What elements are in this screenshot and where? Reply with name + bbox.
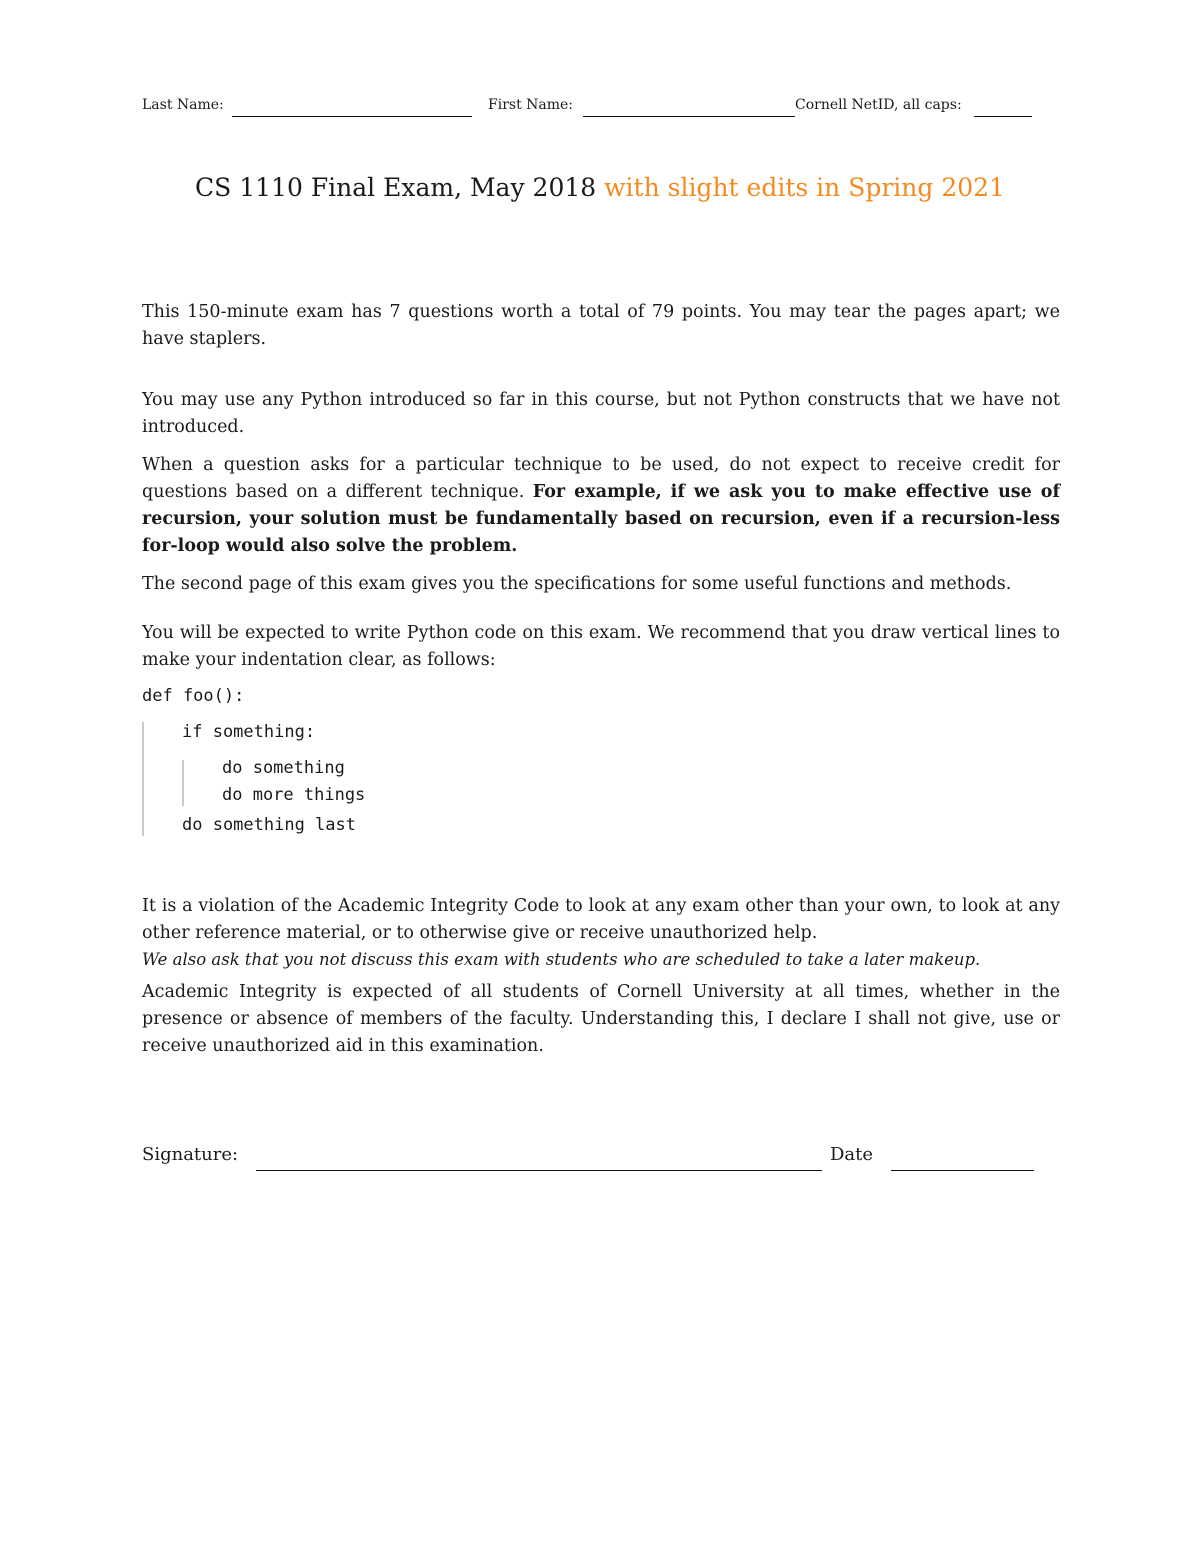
recursion-note: For example, if we ask you to make effective use of recursion, your solution must be fundamentally based on recursion, even if a recursion-less for-loop would also solve the problem. [142,482,1060,556]
netid-blank[interactable] [974,116,1032,117]
title-accent: with slight edits in Spring 2021 [604,173,1005,202]
integrity-paragraph-1: It is a violation of the Academic Integrity Code to look at any exam other than your own, to look at any other reference material, or to otherwise give or receive unauthorized help. [142,896,1060,943]
intro-paragraph-4: The second page of this exam gives you the specifications for some useful functions and methods. [142,574,1012,594]
last-name-blank[interactable] [232,116,472,117]
signature-line[interactable] [256,1170,822,1171]
date-label: Date [830,1144,874,1165]
netid-label: Cornell NetID, all caps: [795,97,962,113]
indent-bar-outer [142,722,144,836]
signature-label: Signature: [142,1144,239,1165]
technique-note: When a question asks for a particular technique to be used, do not expect to receive credit for questions based on a different technique. [142,455,1060,502]
indent-bar-inner [182,760,184,806]
code-line-if: if something: [182,722,316,742]
intro-paragraph-2: You may use any Python introduced so far in this course, but not Python constructs that we have not introduced. [142,390,1060,437]
code-line-do-last: do something last [182,815,356,835]
intro-paragraph-3 [142,452,1060,560]
first-name-blank[interactable] [583,116,795,117]
date-line[interactable] [891,1170,1034,1171]
title-main: CS 1110 Final Exam, May 2018 [195,173,597,202]
code-line-do-something: do something [222,758,345,778]
intro-paragraph-5: You will be expected to write Python code on this exam. We recommend that you draw vertical lines to make your indentation clear, as follows: [142,623,1060,670]
code-line-do-more: do more things [222,785,366,805]
first-name-label: First Name: [488,97,574,113]
integrity-paragraph-3: Academic Integrity is expected of all students of Cornell University at all times, whether in the presence or absence of members of the faculty. Understanding this, I declare I shall not give, use or receive unauthorized aid in this examination. [142,982,1060,1056]
code-line-def: def foo(): [142,686,245,706]
intro-paragraph-1: This 150-minute exam has 7 questions worth a total of 79 points. You may tear the pages apart; we have staplers. [142,302,1060,349]
integrity-makeup-note: We also ask that you not discuss this exam with students who are scheduled to take a later makeup. [142,950,981,969]
last-name-label: Last Name: [142,97,224,113]
page-title [0,170,1200,206]
